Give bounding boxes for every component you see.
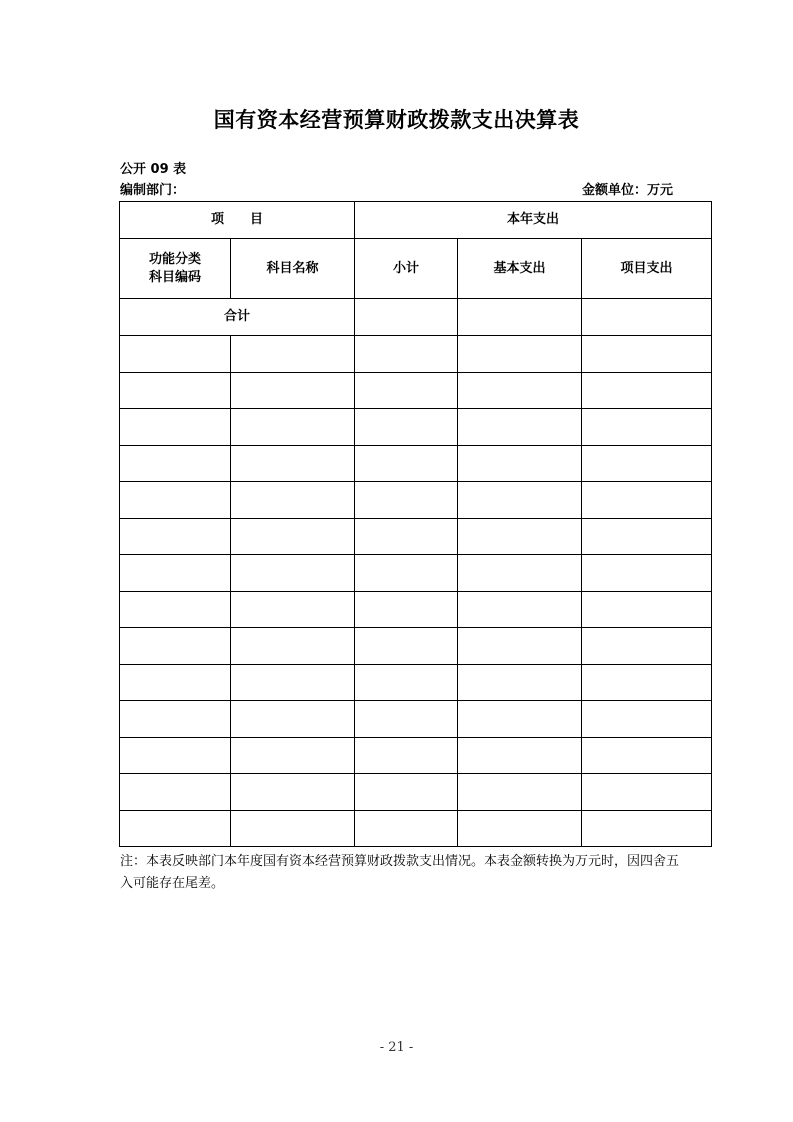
subtotal-cell bbox=[355, 409, 458, 446]
project-cell bbox=[582, 518, 712, 555]
table-row bbox=[120, 810, 712, 847]
subtotal-cell bbox=[355, 628, 458, 665]
subtotal-cell bbox=[355, 336, 458, 373]
subtotal-cell bbox=[355, 664, 458, 701]
basic-cell bbox=[458, 701, 582, 738]
subtotal-cell bbox=[355, 445, 458, 482]
name-cell bbox=[231, 445, 355, 482]
subtotal-cell bbox=[355, 482, 458, 519]
project-cell bbox=[582, 336, 712, 373]
code-cell bbox=[120, 591, 231, 628]
project-cell bbox=[582, 701, 712, 738]
table-row bbox=[120, 591, 712, 628]
code-cell bbox=[120, 482, 231, 519]
table-row bbox=[120, 664, 712, 701]
col-project-expense: 项目支出 bbox=[582, 239, 712, 299]
col-function-code-line1: 功能分类 bbox=[148, 251, 201, 267]
header-row-2 bbox=[120, 239, 712, 299]
code-cell bbox=[120, 336, 231, 373]
basic-cell bbox=[458, 445, 582, 482]
basic-cell bbox=[458, 591, 582, 628]
header-item-part1: 项 bbox=[210, 212, 224, 227]
project-cell bbox=[582, 372, 712, 409]
name-cell bbox=[231, 555, 355, 592]
subtotal-cell bbox=[355, 372, 458, 409]
name-cell bbox=[231, 482, 355, 519]
total-basic-cell bbox=[458, 299, 582, 336]
basic-cell bbox=[458, 664, 582, 701]
table-row bbox=[120, 518, 712, 555]
project-cell bbox=[582, 409, 712, 446]
page-number: - 21 - bbox=[379, 1040, 414, 1055]
name-cell bbox=[231, 628, 355, 665]
basic-cell bbox=[458, 482, 582, 519]
basic-cell bbox=[458, 555, 582, 592]
name-cell bbox=[231, 774, 355, 811]
name-cell bbox=[231, 810, 355, 847]
basic-cell bbox=[458, 372, 582, 409]
table-row bbox=[120, 372, 712, 409]
total-project-cell bbox=[582, 299, 712, 336]
total-row bbox=[120, 299, 712, 336]
name-cell bbox=[231, 336, 355, 373]
expenditure-table bbox=[119, 201, 712, 847]
page-title: 国有资本经营预算财政拨款支出决算表 bbox=[213, 108, 580, 132]
project-cell bbox=[582, 664, 712, 701]
name-cell bbox=[231, 518, 355, 555]
basic-cell bbox=[458, 810, 582, 847]
project-cell bbox=[582, 445, 712, 482]
subtotal-cell bbox=[355, 555, 458, 592]
table-row bbox=[120, 409, 712, 446]
table-row bbox=[120, 555, 712, 592]
code-cell bbox=[120, 701, 231, 738]
table-row bbox=[120, 628, 712, 665]
table-row bbox=[120, 774, 712, 811]
code-cell bbox=[120, 372, 231, 409]
name-cell bbox=[231, 591, 355, 628]
name-cell bbox=[231, 409, 355, 446]
table-row bbox=[120, 336, 712, 373]
col-function-code bbox=[120, 239, 231, 299]
table-row bbox=[120, 445, 712, 482]
name-cell bbox=[231, 737, 355, 774]
subtotal-cell bbox=[355, 810, 458, 847]
unit-label: 金额单位：万元 bbox=[581, 183, 673, 198]
code-cell bbox=[120, 628, 231, 665]
header-item-part2: 目 bbox=[250, 212, 264, 227]
name-cell bbox=[231, 701, 355, 738]
subtotal-cell bbox=[355, 701, 458, 738]
total-label: 合计 bbox=[120, 299, 355, 336]
table-row bbox=[120, 701, 712, 738]
col-function-code-line2: 科目编码 bbox=[148, 269, 201, 285]
code-cell bbox=[120, 774, 231, 811]
header-row-1 bbox=[120, 202, 712, 239]
table-row bbox=[120, 737, 712, 774]
col-basic-expense: 基本支出 bbox=[458, 239, 582, 299]
col-subtotal: 小计 bbox=[355, 239, 458, 299]
basic-cell bbox=[458, 336, 582, 373]
project-cell bbox=[582, 591, 712, 628]
form-number: 公开 09 表 bbox=[120, 162, 187, 177]
name-cell bbox=[231, 372, 355, 409]
project-cell bbox=[582, 555, 712, 592]
code-cell bbox=[120, 810, 231, 847]
project-cell bbox=[582, 810, 712, 847]
project-cell bbox=[582, 482, 712, 519]
footnote: 注：本表反映部门本年度国有资本经营预算财政拨款支出情况。本表金额转换为万元时，因四舍五入可能存在尾差。 bbox=[120, 854, 680, 891]
subtotal-cell bbox=[355, 518, 458, 555]
basic-cell bbox=[458, 409, 582, 446]
col-subject-name: 科目名称 bbox=[231, 239, 355, 299]
code-cell bbox=[120, 409, 231, 446]
project-cell bbox=[582, 737, 712, 774]
code-cell bbox=[120, 555, 231, 592]
header-current-year: 本年支出 bbox=[355, 202, 712, 239]
subtotal-cell bbox=[355, 591, 458, 628]
basic-cell bbox=[458, 774, 582, 811]
table-row bbox=[120, 482, 712, 519]
subtotal-cell bbox=[355, 737, 458, 774]
project-cell bbox=[582, 628, 712, 665]
subtotal-cell bbox=[355, 774, 458, 811]
name-cell bbox=[231, 664, 355, 701]
project-cell bbox=[582, 774, 712, 811]
basic-cell bbox=[458, 628, 582, 665]
code-cell bbox=[120, 518, 231, 555]
total-subtotal-cell bbox=[355, 299, 458, 336]
header-item bbox=[120, 202, 355, 239]
code-cell bbox=[120, 737, 231, 774]
basic-cell bbox=[458, 737, 582, 774]
basic-cell bbox=[458, 518, 582, 555]
department-label: 编制部门： bbox=[120, 183, 186, 198]
code-cell bbox=[120, 664, 231, 701]
code-cell bbox=[120, 445, 231, 482]
